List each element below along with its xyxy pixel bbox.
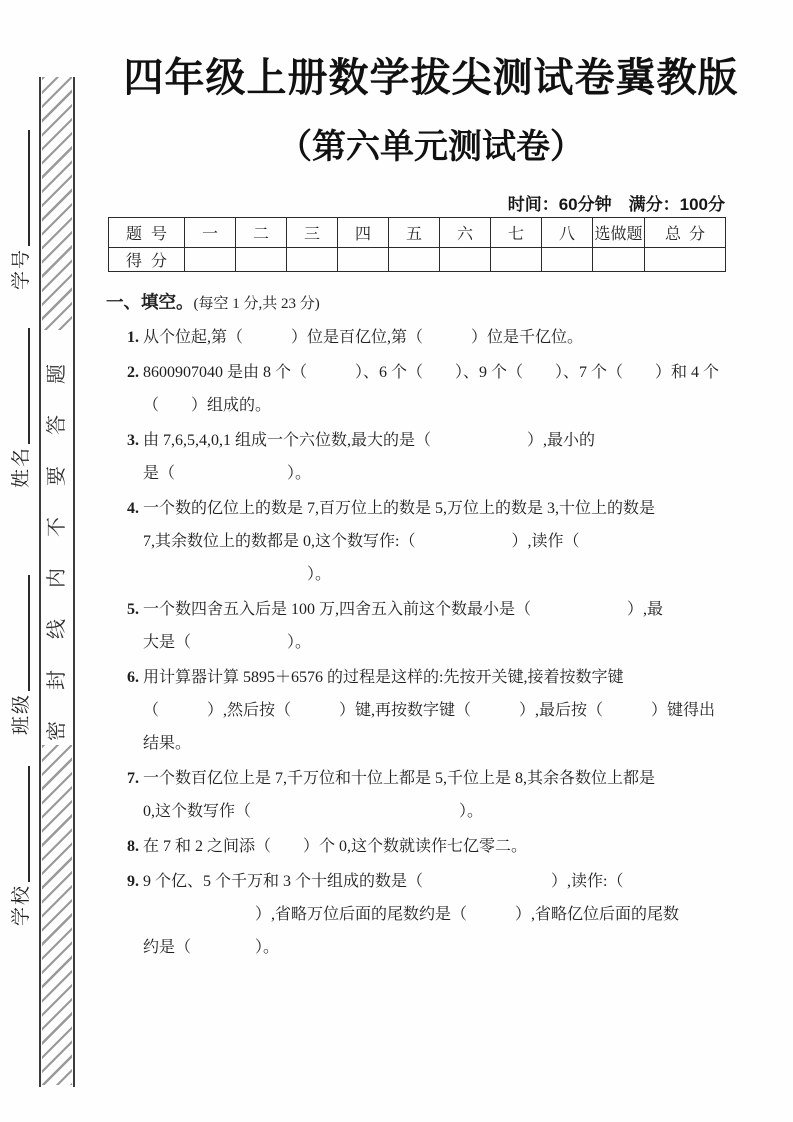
question-7 xyxy=(106,762,761,828)
question-5 xyxy=(106,593,761,659)
name-blank-line xyxy=(28,328,30,444)
page-subtitle: （第六单元测试卷） xyxy=(278,128,584,166)
question-number: 1. xyxy=(127,329,139,346)
question-line: 大是（ ）。 xyxy=(143,634,312,651)
school-label-text: 学校 xyxy=(11,883,32,926)
question-line: 在 7 和 2 之间添（ ）个 0,这个数就读作七亿零二。 xyxy=(143,838,528,855)
school-label xyxy=(5,766,33,926)
question-line: （ ）,然后按（ ）键,再按数字键（ ）,最后按（ ）键得出 xyxy=(143,702,716,719)
seal-hatch-bottom xyxy=(42,745,72,1085)
score-cell xyxy=(236,248,287,272)
class-label-text: 班级 xyxy=(11,692,32,735)
questions-section xyxy=(106,287,761,964)
question-number: 9. xyxy=(127,873,139,890)
score-cell xyxy=(338,248,389,272)
score-cell xyxy=(542,248,593,272)
page-title: 四年级上册数学拔尖测试卷冀教版 xyxy=(123,56,739,100)
score-table-header-cell: 选做题 xyxy=(593,218,645,248)
score-cell xyxy=(645,248,726,272)
question-line: ）,省略万位后面的尾数约是（ ）,省略亿位后面的尾数 xyxy=(255,906,680,923)
question-1 xyxy=(106,321,761,354)
time-score-info: 时间：60分钟 满分：100分 xyxy=(507,195,725,214)
question-line: 用计算器计算 5895＋6576 的过程是这样的:先按开关键,接着按数字键 xyxy=(143,669,624,686)
score-label-cell: 得分 xyxy=(109,248,185,272)
seal-line-strip xyxy=(39,77,75,1087)
question-2 xyxy=(106,356,761,422)
section-note: (每空 1 分,共 23 分) xyxy=(193,296,320,312)
question-9 xyxy=(106,865,761,964)
score-cell xyxy=(593,248,645,272)
question-line: 结果。 xyxy=(143,735,192,752)
student-id-label xyxy=(5,130,33,290)
score-cell xyxy=(389,248,440,272)
score-cell xyxy=(287,248,338,272)
question-number: 6. xyxy=(127,669,139,686)
question-number: 8. xyxy=(127,838,139,855)
question-line: 是（ ）。 xyxy=(143,465,312,482)
score-table-header-cell: 一 xyxy=(185,218,236,248)
score-table-header-cell: 总分 xyxy=(645,218,726,248)
score-table-header-cell: 八 xyxy=(542,218,593,248)
section-title: 一、填空。 xyxy=(106,292,194,312)
question-line: ）。 xyxy=(307,566,332,583)
seal-line-text: 密封线内不要答题 xyxy=(46,333,68,741)
class-label xyxy=(5,575,33,735)
question-line: （ ）组成的。 xyxy=(143,397,272,414)
section-heading xyxy=(106,287,761,319)
name-label-text: 姓名 xyxy=(11,445,32,488)
question-8 xyxy=(106,830,761,863)
question-number: 7. xyxy=(127,770,139,787)
question-line: 由 7,6,5,4,0,1 组成一个六位数,最大的是（ ）,最小的 xyxy=(143,432,596,449)
seal-hatch-top xyxy=(42,77,72,330)
question-4 xyxy=(106,492,761,591)
score-table-header-cell: 七 xyxy=(491,218,542,248)
question-3 xyxy=(106,424,761,490)
question-line: 一个数四舍五入后是 100 万,四舍五入前这个数最小是（ ）,最 xyxy=(143,601,664,618)
score-table xyxy=(108,217,726,272)
score-table-header-cell: 题号 xyxy=(109,218,185,248)
score-cell xyxy=(491,248,542,272)
score-table-header-row xyxy=(109,218,726,248)
question-line: 一个数的亿位上的数是 7,百万位上的数是 5,万位上的数是 3,十位上的数是 xyxy=(143,500,656,517)
question-line: 一个数百亿位上是 7,千万位和十位上都是 5,千位上是 8,其余各数位上都是 xyxy=(143,770,656,787)
student-id-label-text: 学号 xyxy=(11,247,32,290)
question-6 xyxy=(106,661,761,760)
name-label xyxy=(5,328,33,488)
score-table-header-cell: 四 xyxy=(338,218,389,248)
question-line: 8600907040 是由 8 个（ ）、6 个（ ）、9 个（ ）、7 个（ ）和 4 个 xyxy=(143,364,720,381)
question-line: 从个位起,第（ ）位是百亿位,第（ ）位是千亿位。 xyxy=(143,329,584,346)
question-number: 2. xyxy=(127,364,139,381)
score-table-header-cell: 二 xyxy=(236,218,287,248)
score-table-header-cell: 三 xyxy=(287,218,338,248)
score-table-score-row xyxy=(109,248,726,272)
score-cell xyxy=(440,248,491,272)
question-number: 5. xyxy=(127,601,139,618)
score-table-header-cell: 五 xyxy=(389,218,440,248)
score-cell xyxy=(185,248,236,272)
question-line: 0,这个数写作（ ）。 xyxy=(143,803,484,820)
question-number: 3. xyxy=(127,432,139,449)
school-blank-line xyxy=(28,766,30,882)
question-number: 4. xyxy=(127,500,139,517)
class-blank-line xyxy=(28,575,30,691)
question-line: 9 个亿、5 个千万和 3 个十组成的数是（ ）,读作:（ xyxy=(143,873,624,890)
question-line: 约是（ ）。 xyxy=(143,939,280,956)
score-table-header-cell: 六 xyxy=(440,218,491,248)
question-line: 7,其余数位上的数都是 0,这个数写作:（ ）,读作（ xyxy=(143,533,580,550)
student-id-blank-line xyxy=(28,130,30,246)
